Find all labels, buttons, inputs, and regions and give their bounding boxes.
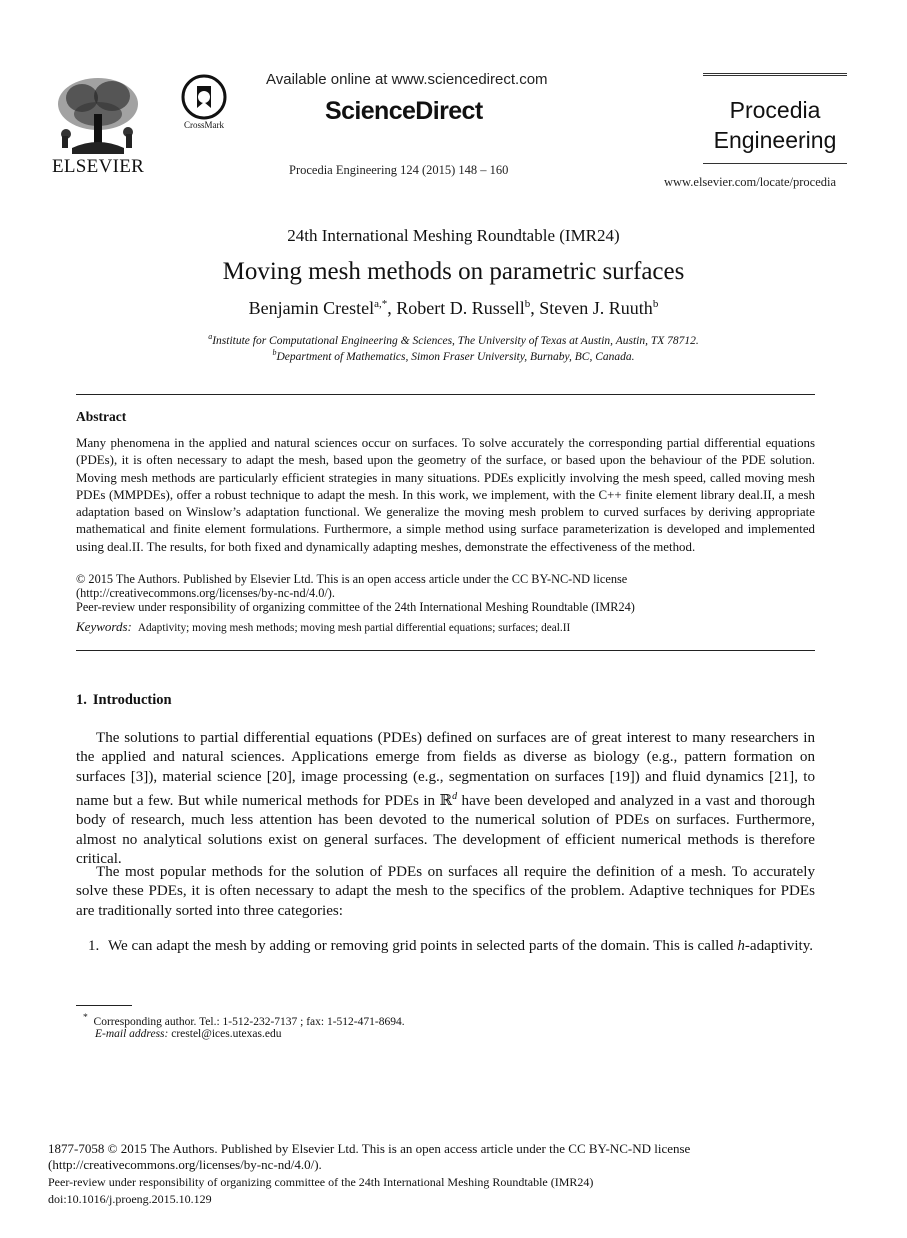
journal-logo-rule-top	[703, 73, 847, 79]
abstract-top-rule	[76, 394, 815, 395]
footnote-rule	[76, 1005, 132, 1006]
crossmark-badge[interactable]	[176, 74, 232, 130]
list-item-text-tail: -adaptivity.	[744, 938, 814, 954]
list-item-emphasis: h	[737, 938, 745, 954]
peer-review-line: Peer-review under responsibility of organizing committee of the 24th International Meshing Roundtable (IMR24)	[76, 600, 635, 614]
elsevier-logo	[52, 74, 144, 178]
affiliation-b	[0, 348, 907, 363]
list-item-text	[108, 937, 815, 956]
publisher-name: ELSEVIER	[52, 156, 145, 177]
affiliation-text: Department of Mathematics, Simon Fraser University, Burnaby, BC, Canada.	[276, 350, 635, 363]
author-affiliation-marker: b	[652, 298, 659, 310]
affiliation-marker: b	[272, 348, 277, 357]
license-link[interactable]: (http://creativecommons.org/licenses/by-nc-nd/4.0/).	[76, 586, 335, 600]
crossmark-label: CrossMark	[184, 120, 224, 130]
dimension-superscript: d	[452, 790, 458, 802]
author-affiliation-marker: b	[524, 298, 531, 310]
list-item-text-main: We can adapt the mesh by adding or removing grid points in selected parts of the domain. This is called	[108, 938, 738, 954]
available-online-text: Available online at www.sciencedirect.com	[266, 71, 548, 88]
author-affiliation-marker: a,*	[374, 298, 388, 310]
bottom-license-link[interactable]: (http://creativecommons.org/licenses/by-nc-nd/4.0/).	[48, 1157, 322, 1172]
author-name: Benjamin Crestel	[248, 298, 375, 318]
author-separator: ,	[530, 298, 540, 318]
intro-paragraph-2-text: The most popular methods for the solution of PDEs on surfaces all require the definition of a mesh. To accurately solve these PDEs, it is often necessary to adapt the mesh to the specifics of the problem. Adaptive techniques for PDEs are traditionally sorted into three categories:	[76, 864, 815, 919]
intro-paragraph-2	[76, 863, 815, 921]
affiliation-a	[0, 332, 907, 347]
intro-paragraph-1	[76, 729, 815, 869]
elsevier-tree-icon	[52, 74, 144, 156]
abstract-bottom-rule	[76, 650, 815, 651]
journal-url-link[interactable]: www.elsevier.com/locate/procedia	[664, 175, 837, 189]
footnote-marker: *	[83, 1012, 88, 1023]
journal-title	[703, 95, 847, 155]
crossmark-icon	[181, 74, 227, 120]
keywords-label: Keywords:	[76, 619, 132, 634]
real-space-symbol: ℝ	[439, 792, 453, 809]
author-name: Robert D. Russell	[396, 298, 525, 318]
issn-copyright-line: 1877-7058 © 2015 The Authors. Published by Elsevier Ltd. This is an open access article under the CC BY-NC-ND license	[48, 1141, 691, 1156]
corresponding-author-footnote	[83, 1012, 405, 1028]
journal-logo	[703, 73, 847, 164]
intro-paragraph-1-text-a: The solutions to partial differential equations (PDEs) defined on surfaces are of great interest to many researchers in the applied and natural sciences. Applications emerge from fields as diverse as biology (e.g., pattern formation on surfaces [3]), material science [20], image processing (e.g., segmentation on surfaces [19]) and fluid dynamics [21], to name but a few. But while numerical methods for PDEs in	[76, 730, 815, 809]
email-link[interactable]: crestel@ices.utexas.edu	[171, 1028, 282, 1040]
journal-reference: Procedia Engineering 124 (2015) 148 – 160	[289, 163, 509, 177]
email-footnote	[95, 1028, 281, 1040]
section-heading-introduction	[76, 692, 172, 709]
list-item-number: 1.	[88, 938, 100, 954]
affiliation-text: Institute for Computational Engineering & Sciences, The University of Texas at Austin, Austin, TX 78712.	[212, 334, 699, 347]
paper-title: Moving mesh methods on parametric surfaces	[222, 258, 685, 285]
affiliation-marker: a	[208, 332, 213, 341]
conference-name: 24th International Meshing Roundtable (IMR24)	[287, 226, 620, 245]
doi-link[interactable]: doi:10.1016/j.proeng.2015.10.129	[48, 1192, 212, 1206]
journal-title-line1: Procedia	[729, 97, 821, 123]
author-list	[0, 298, 907, 319]
section-title: Introduction	[92, 692, 172, 708]
keywords-text: Adaptivity; moving mesh methods; moving mesh partial differential equations; surfaces; deal.II	[137, 622, 571, 634]
journal-logo-rule-bottom	[703, 163, 847, 164]
email-label: E-mail address:	[95, 1028, 169, 1040]
copyright-line: © 2015 The Authors. Published by Elsevier Ltd. This is an open access article under the CC BY-NC-ND license	[76, 572, 628, 586]
abstract-text: Many phenomena in the applied and natural sciences occur on surfaces. To solve accurately the corresponding partial differential equations (PDEs), it is often necessary to adapt the mesh, based upon the geometry of the surface, or based upon the behaviour of the PDE solution. Moving mesh methods are particularly efficient strategies in many situations. PDEs explicitly involving the mesh speed, called moving mesh PDEs (MMPDEs), offer a robust technique to adapt the mesh. In this work, we implement, with the C++ finite element library deal.II, a mesh adaptation based on Winslow’s adaptation functional. We generalize the moving mesh problem to curved surfaces by deriving appropriate mathematical and finite element formulations. Furthermore, a simple method using surface parameterization is developed and implemented using deal.II. The results, for both fixed and dynamically adapting meshes, demonstrate the effectiveness of the method.	[76, 436, 815, 554]
footnote-text: Corresponding author. Tel.: 1-512-232-7137 ; fax: 1-512-471-8694.	[93, 1015, 405, 1028]
keywords-line	[76, 619, 570, 635]
intro-paragraph-1-text-b: have been developed and analyzed in a vast and thorough body of research, much less attention has been devoted to the numerical solution of PDEs on surfaces. Furthermore, almost no analytical solutions exist on general surfaces. The development of efficient numerical methods is therefore critical.	[76, 792, 815, 867]
journal-title-line2: Engineering	[713, 127, 837, 153]
section-number: 1.	[76, 692, 87, 708]
list-item	[76, 937, 815, 956]
bottom-peer-review: Peer-review under responsibility of organizing committee of the 24th International Meshing Roundtable (IMR24)	[48, 1175, 594, 1189]
abstract-heading: Abstract	[76, 409, 127, 424]
author-separator: ,	[387, 298, 397, 318]
sciencedirect-logo[interactable]: ScienceDirect	[325, 97, 483, 125]
author-name: Steven J. Ruuth	[539, 298, 653, 318]
